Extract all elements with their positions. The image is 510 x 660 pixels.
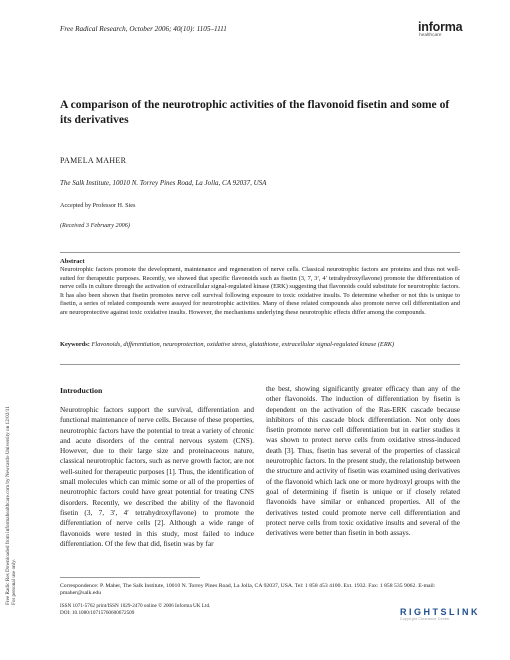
footnote-rule (60, 577, 200, 578)
download-watermark-text: Free Radic Res Downloaded from informahealthcare.com by Newcastle University on 12/02/11 For personal use only. (5, 406, 18, 605)
received-date: (Received 3 February 2006) (60, 222, 130, 229)
keywords (60, 341, 460, 350)
abstract-heading: Abstract (60, 258, 85, 265)
section-heading-introduction: Introduction (60, 386, 103, 395)
rightslink-logo[interactable] (400, 607, 480, 621)
author-affiliation: The Salk Institute, 10010 N. Torrey Pines Road, La Jolla, CA 92037, USA (60, 179, 267, 187)
publication-info (60, 603, 210, 616)
article-title: A comparison of the neurotrophic activities of the flavonoid fisetin and some of its derivatives (60, 98, 450, 126)
accepted-by: Accepted by Professor H. Sies (60, 202, 136, 209)
rightslink-subtitle: Copyright Clearance Center (400, 617, 450, 621)
logo-wordmark: informa (418, 20, 463, 34)
rightslink-wordmark: RIGHTSLINK (400, 607, 480, 617)
author-name: PAMELA MAHER (60, 156, 127, 165)
abstract-top-rule (60, 252, 460, 253)
download-watermark (5, 175, 21, 605)
abstract-bottom-rule (60, 364, 460, 365)
journal-citation: Free Radical Research, October 2006; 40(10): 1105–1111 (60, 25, 227, 33)
publisher-logo (418, 21, 462, 39)
logo-subtitle: healthcare (419, 33, 442, 38)
issn-line: ISSN 1071-5762 print/ISSN 1029-2470 online © 2006 Informa UK Ltd. (60, 603, 211, 609)
doi-line: DOI: 10.1080/10715760600672509 (60, 609, 135, 616)
body-column-left: Neurotrophic factors support the survival, differentiation and functional maintenance of nerve cells. Because of these properties, neurotrophic factors have the potential to treat a variety of chronic and acute disorders of the central nervous system (CNS). However, due to their large size and proteinaceous nature, classical neurotrophic factors, such as nerve growth factor, are not well-suited for therapeutic purposes [1]. Thus, the identification of small molecules which can mimic some or all of the properties of neurotrophic factors could have great potential for treating CNS disorders. Recently, we described the ability of the flavonoid fisetin (3, 7, 3′, 4′ tetrahydroxyflavone) to promote the differentiation of nerve cells [2]. Although a wide range of flavonoids were tested in this study, most failed to induce differentiation. Of the few that did, fisetin was by far (60, 406, 254, 548)
abstract-body: Neurotrophic factors promote the development, maintenance and regeneration of nerve cells. Classical neurotrophic factors are proteins and thus not well-suited for therapeutic purposes. Recently, we showed that specific flavonoids such as fisetin (3, 7, 3′, 4′ tetrahydroxyflavone) promote the differentiation of nerve cells in culture through the activation of extracellular signal-regulated kinase (ERK) suggesting that flavonoids could substitute for neurotrophic factors. It has also been shown that fisetin promotes nerve cell survival following exposure to toxic oxidative insults. To determine whether or not this is unique to fisetin, a series of related compounds were assayed for neurotrophic activities. Many of these related compounds also promote nerve cell differentiation and are neuroprotective against toxic oxidative insults. However, the mechanisms underlying these neurotrophic effects differ among the compounds. (60, 266, 460, 316)
correspondence-footnote: Correspondence: P. Maher, The Salk Institute, 10010 N. Torrey Pines Road, La Jolla, CA 92037, USA. Tel: 1 858 453 4100. Ext. 1932. Fax: 1 858 535 9062. E-mail: pmaher@salk.edu (60, 583, 436, 597)
keywords-list: Flavonoids, differentiation, neuroprotection, oxidative stress, glutathione, extracellular signal-regulated kinase (ERK) (91, 341, 395, 348)
keywords-label: Keywords: (60, 341, 90, 348)
body-column-right: the best, showing significantly greater efficacy than any of the other flavonoids. The induction of differentiation by fisetin is dependent on the activation of the Ras-ERK cascade because inhibitors of this cascade block differentiation. Not only does fisetin promote nerve cell differentiation but in earlier studies it was shown to protect nerve cells from oxidative stress-induced death [3]. Thus, fisetin has several of the properties of classical neurotrophic factors. In the present study, the relationship between the structure and activity of fisetin was examined using derivatives of the flavonoid which lack one or more hydroxyl groups with the goal of determining if fisetin is unique or if closely related flavonoids have similar or enhanced properties. All of the derivatives tested could promote nerve cell differentiation and protect nerve cells from toxic oxidative insults and several of the derivatives were better than fisetin in both assays. (266, 385, 460, 538)
